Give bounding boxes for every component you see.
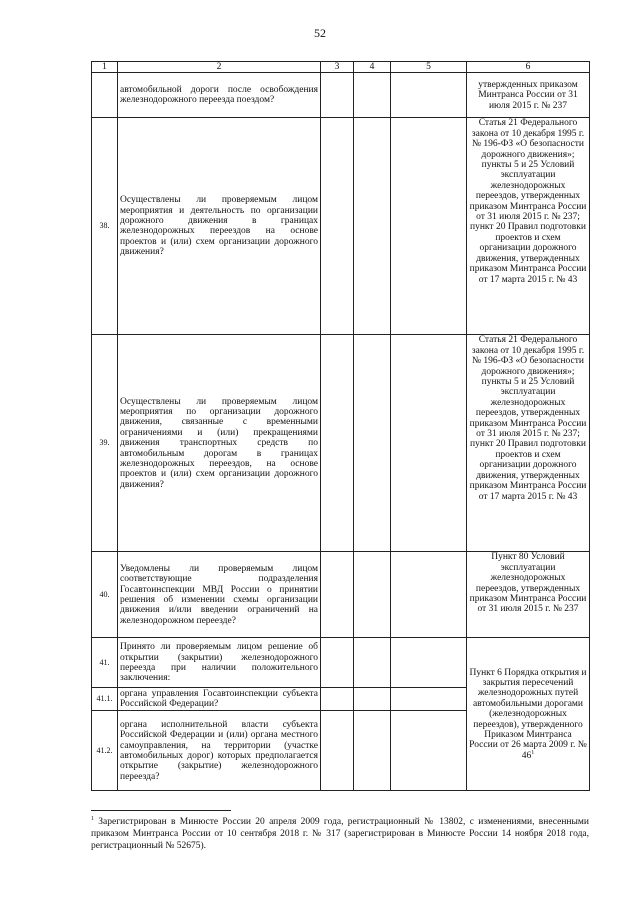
requirement-text: органа управления Госавтоинспекции субъекта Российской Федерации? (118, 688, 321, 711)
requirement-text: Уведомлены ли проверяемым лицом соответствующие подразделения Госавтоинспекции МВД России о принятии решения об изменении схемы организации движения и/или введении ограничений на железнодорожном переезде? (118, 552, 321, 638)
answer-yes-cell (321, 711, 354, 791)
answer-na-cell (391, 335, 467, 552)
header-col-3: 3 (321, 62, 354, 73)
legal-basis-text: Пункт 6 Порядка открытия и закрытия пересечений железнодорожных путей автомобильными дорогами (железнодорожных переездов), утвержденного Приказом Минтранса России от 26 марта 2009 г. № 46 (469, 667, 587, 761)
requirement-text: Осуществлены ли проверяемым лицом мероприятия и деятельность по организации дорожного движения в границах железнодорожных переездов на основе проектов и (или) схем организации дорожного движения? (118, 118, 321, 335)
row-number: 39. (92, 335, 118, 552)
answer-yes-cell (321, 688, 354, 711)
header-col-6: 6 (467, 62, 590, 73)
answer-no-cell (354, 335, 391, 552)
answer-yes-cell (321, 118, 354, 335)
row-number: 41.1. (92, 688, 118, 711)
legal-basis: Статья 21 Федерального закона от 10 декабря 1995 г. № 196-ФЗ «О безопасности дорожного движения»; пункты 5 и 25 Условий эксплуатации железнодорожных переездов, утвержденных приказом Минтранса России от 31 июля 2015 г. № 237; пункт 20 Правил подготовки проектов и схем организации дорожного движения, утвержденных приказом Минтранса России от 17 марта 2015 г. № 43 (467, 335, 590, 552)
header-col-4: 4 (354, 62, 391, 73)
table-row (92, 73, 590, 118)
answer-na-cell (391, 73, 467, 118)
footnote-text: Зарегистрирован в Минюсте России 20 апреля 2009 года, регистрационный № 13802, с изменениями, внесенными приказом Минтранса России от 10 сентября 2018 г. № 317 (зарегистрирован в Минюсте России 14 ноября 2018 года, регистрационный № 52675). (91, 817, 589, 851)
answer-na-cell (391, 688, 467, 711)
legal-basis: Статья 21 Федерального закона от 10 декабря 1995 г. № 196-ФЗ «О безопасности дорожного движения»; пункты 5 и 25 Условий эксплуатации железнодорожных переездов, утвержденных приказом Минтранса России от 31 июля 2015 г. № 237; пункт 20 Правил подготовки проектов и схем организации дорожного движения, утвержденных приказом Минтранса России от 17 марта 2015 г. № 43 (467, 118, 590, 335)
checklist-table (91, 61, 590, 791)
row-number: 41.2. (92, 711, 118, 791)
table-row (92, 335, 590, 552)
answer-yes-cell (321, 335, 354, 552)
header-col-1: 1 (92, 62, 118, 73)
legal-basis-merged (467, 638, 590, 791)
row-number: 41. (92, 638, 118, 688)
answer-na-cell (391, 552, 467, 638)
legal-basis: утвержденных приказом Минтранса России от 31 июля 2015 г. № 237 (467, 73, 590, 118)
answer-na-cell (391, 638, 467, 688)
row-number: 38. (92, 118, 118, 335)
answer-no-cell (354, 688, 391, 711)
page-number: 52 (314, 26, 326, 40)
row-number: 40. (92, 552, 118, 638)
answer-na-cell (391, 711, 467, 791)
table-row (92, 638, 590, 688)
footnote-marker: 1 (91, 815, 94, 822)
answer-yes-cell (321, 638, 354, 688)
answer-no-cell (354, 638, 391, 688)
answer-yes-cell (321, 552, 354, 638)
header-col-5: 5 (391, 62, 467, 73)
answer-no-cell (354, 73, 391, 118)
answer-yes-cell (321, 73, 354, 118)
footnote-ref: 1 (531, 749, 535, 756)
requirement-text: Принято ли проверяемым лицом решение об открытии (закрытии) железнодорожного переезда при наличии положительного заключения: (118, 638, 321, 688)
requirement-text: автомобильной дороги после освобождения железнодорожного переезда поездом? (118, 73, 321, 118)
answer-no-cell (354, 118, 391, 335)
table-row (92, 118, 590, 335)
answer-na-cell (391, 118, 467, 335)
header-row (92, 62, 590, 73)
row-number (92, 73, 118, 118)
footnote-divider (91, 810, 231, 811)
answer-no-cell (354, 552, 391, 638)
requirement-text: органа исполнительной власти субъекта Российской Федерации и (или) органа местного самоуправления, на территории (участке автомобильных дорог) которых предполагается открытие (закрытие) железнодорожного переезда? (118, 711, 321, 791)
legal-basis: Пункт 80 Условий эксплуатации железнодорожных переездов, утвержденных приказом Минтранса России от 31 июля 2015 г. № 237 (467, 552, 590, 638)
footnote (91, 816, 589, 852)
answer-no-cell (354, 711, 391, 791)
header-col-2: 2 (118, 62, 321, 73)
requirement-text: Осуществлены ли проверяемым лицом мероприятия по организации дорожного движения, связанные с временными ограничениями и (или) прекращениями движения транспортных средств по автомобильным дорогам в границах железнодорожных переездов, на основе проектов и (или) схем организации дорожного движения? (118, 335, 321, 552)
table-row (92, 552, 590, 638)
